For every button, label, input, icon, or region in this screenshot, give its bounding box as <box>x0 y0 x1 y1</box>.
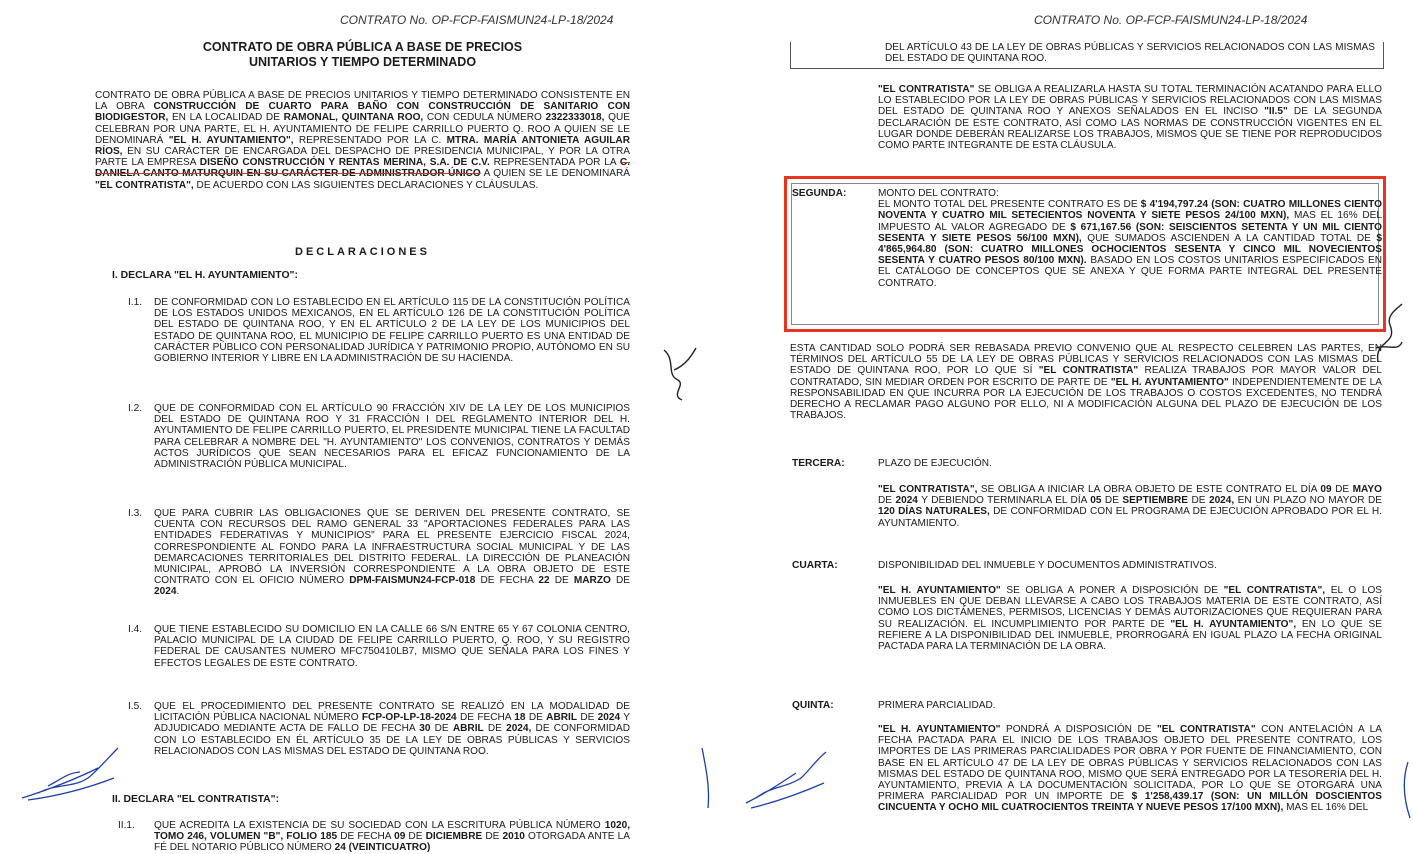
declaration-i1: I.1. DE CONFORMIDAD CON LO ESTABLECIDO EN EL ARTÍCULO 115 DE LA CONSTITUCIÓN POLÍTICA DE LOS ESTADOS UNIDOS MEXICANOS, EN EL ARTÍCULO 126 DE LA CONSTITUCIÓN POLÍTICA DEL ESTADO DE QUINTANA ROO, Y EN EL ARTÍCULO 2 DE LA LEY DE LOS MUNICIPIOS DEL ESTADO DE QUINTANA ROO, EL MUNICIPIO DE FELIPE CARRILLO PUERTO ES UNA ENTIDAD DE CARÁCTER PÚBLICO CON PERSONALIDAD JURÍDICA Y PATRIMONIO PROPIO, AUTÓNOMO EN SU GOBIERNO INTERIOR Y LIBRE EN LA ADMINISTRACIÓN DE SU HACIENDA. <box>128 297 630 365</box>
continued-clause-box: DEL ARTÍCULO 43 DE LA LEY DE OBRAS PÚBLICAS Y SERVICIOS RELACIONADOS CON LAS MISMAS DEL ESTADO DE QUINTANA ROO. <box>790 42 1384 69</box>
title-line-1: CONTRATO DE OBRA PÚBLICA A BASE DE PRECIOS <box>202 40 523 54</box>
cuarta-label: CUARTA: <box>792 560 838 571</box>
quinta-clause: "EL H. AYUNTAMIENTO" PONDRÁ A DISPOSICIÓN DE "EL CONTRATISTA" CON ANTELACIÓN A LA FECHA PACTADA PARA EL INICIO DE LOS TRABAJOS OBJETO DEL PRESENTE CONTRATO, LOS IMPORTES DE LAS PRIMERAS PARCIALIDADES POR OBRA Y POR FUENTE DE FINANCIAMIENTO, CON BASE EN EL ARTÍCULO 47 DE LA LEY DE OBRAS PÚBLICAS Y SERVICIOS RELACIONADOS CON LAS MISMAS DEL ESTADO DE QUINTANA ROO, MISMO QUE SERÁ ENTREGADO POR LA TESORERÍA DEL H. AYUNTAMIENTO, PREVIA A LA DOCUMENTACIÓN SOLICITADA, POR LO QUE SE OTORGARÁ UNA PRIMERA PARCIALIDAD POR UN IMPORTE DE $ 1'258,439.17 (SON: UN MILLÓN DOSCIENTOS CINCUENTA Y OCHO MIL CUATROCIENTOS TREINTA Y NUEVE PESOS 17/100 MXN), MAS EL 16% DEL <box>878 724 1383 814</box>
edge-signature-right <box>1400 760 1412 820</box>
blue-signature <box>18 738 128 808</box>
section-ii-heading: II. DECLARA "EL CONTRATISTA": <box>112 794 280 805</box>
declaration-i4: I.4. QUE TIENE ESTABLECIDO SU DOMICILIO EN LA CALLE 66 S/N ENTRE 65 Y 67 COLONIA CENTRO, PALACIO MUNICIPAL DE LA CIUDAD DE FELIPE CARRILLO PUERTO, Q. ROO, Y SU REGISTRO FEDERAL DE CAUSANTES NUMERO MFC750410LB7, MISMO QUE SEÑALA PARA LOS FINES Y EFECTOS LEGALES DE ESTE CONTRATO. <box>128 624 630 669</box>
contract-number-header: CONTRATO No. OP-FCP-FAISMUN24-LP-18/2024 <box>340 13 614 27</box>
declaration-i2: I.2. QUE DE CONFORMIDAD CON EL ARTÍCULO 90 FRACCIÓN XIV DE LA LEY DE LOS MUNICIPIOS DEL ESTADO DE QUINTANA ROO Y 31 FRACCIÓN I DEL REGLAMENTO INTERIOR DEL H. AYUNTAMIENTO DE FELIPE CARRILLO PUERTO, EL PRESIDENTE MUNICIPAL TIENE LA FACULTAD PARA CELEBRAR A NOMBRE DEL "H. AYUNTAMIENTO" LOS CONVENIOS, CONTRATOS Y DEMÁS ACTOS JURÍDICOS QUE SEAN NECESARIOS PARA EL EFICAZ FUNCIONAMIENTO DE LA ADMINISTRACIÓN PÚBLICA MUNICIPAL. <box>128 403 630 471</box>
declaration-i3: I.3. QUE PARA CUBRIR LAS OBLIGACIONES QUE SE DERIVEN DEL PRESENTE CONTRATO, SE CUENTA CON RECURSOS DEL RAMO GENERAL 33 "APORTACIONES FEDERALES PARA LAS ENTIDADES FEDERATIVAS Y MUNICIPIOS" PARA EL PRESENTE EJERCICIO FISCAL 2024, CORRESPONDIENTE AL FONDO PARA LA INFRAESTRUCTURA SOCIAL MUNICIPAL Y DE LAS DEMARCACIONES TERRITORIALES DEL DISTRITO FEDERAL. LA DIRECCIÓN DE PLANEACIÓN MUNICIPAL, APROBÓ LA INVERSIÓN CORRESPONDIENTE A LA OBRA OBJETO DE ESTE CONTRATO CON EL OFICIO NÚMERO DPM-FAISMUN24-FCP-018 DE FECHA 22 DE MARZO DE 2024. <box>128 508 630 598</box>
primera-continuation: "EL CONTRATISTA" SE OBLIGA A REALIZARLA HASTA SU TOTAL TERMINACIÓN ACATANDO PARA ELLO LO ESTABLECIDO POR LA LEY DE OBRAS PÚBLICAS Y SERVICIOS RELACIONADOS CON LAS MISMAS DEL ESTADO DE QUINTANA ROO Y ANEXOS SEÑALADOS EN EL INCISO "II.5" DE LA SEGUNDA DECLARACIÓN DE ESTE CONTRATO, ASÍ COMO LAS NORMAS DE CONSTRUCCIÓN VIGENTES EN EL LUGAR DONDE DEBERÁN REALIZARSE LOS TRABAJOS, MISMOS QUE SE TIENE POR REPRODUCIDOS COMO PARTE INTEGRANTE DE ESTA CLÁUSULA. <box>878 84 1382 152</box>
intro-paragraph: CONTRATO DE OBRA PÚBLICA A BASE DE PRECIOS UNITARIOS Y TIEMPO DETERMINADO CONSISTENTE EN LA OBRA CONSTRUCCIÓN DE CUARTO PARA BAÑO CON CONSTRUCCIÓN DE SANITARIO CON BIODIGESTOR, EN LA LOCALIDAD DE RAMONAL, QUINTANA ROO, CON CEDULA NÚMERO 2322333018, QUE CELEBRAN POR UNA PARTE, EL H. AYUNTAMIENTO DE FELIPE CARRILLO PUERTO Q. ROO A QUIEN SE LE DENOMINARÁ "EL H. AYUNTAMIENTO", REPRESENTADO POR LA C. MTRA. MARÍA ANTONIETA AGUILAR RÍOS, EN SU CARÁCTER DE ENCARGADA DEL DESPACHO DE PRESIDENCIA MUNICIPAL, Y POR LA OTRA PARTE LA EMPRESA DISEÑO CONSTRUCCIÓN Y RENTAS MERINA, S.A. DE C.V. REPRESENTADA POR LA C. DANIELA CANTO MATURQUIN EN SU CARÁCTER DE ADMINISTRADOR ÚNICO A QUIEN SE LE DENOMINARÁ "EL CONTRATISTA", DE ACUERDO CON LAS SIGUIENTES DECLARACIONES Y CLÁUSULAS. <box>95 90 630 191</box>
left-page <box>0 0 706 854</box>
declaraciones-heading: DECLARACIONES <box>295 246 430 258</box>
right-page <box>706 0 1413 847</box>
cuarta-clause: "EL H. AYUNTAMIENTO" SE OBLIGA A PONER A DISPOSICIÓN DE "EL CONTRATISTA", EL O LOS INMUEBLES EN QUE DEBAN LLEVARSE A CABO LOS TRABAJOS MATERIA DE ESTE CONTRATO, ASÍ COMO LOS DICTÁMENES, PERMISOS, LICENCIAS Y DEMÁS AUTORIZACIONES QUE REQUIERAN PARA SU REALIZACIÓN. EL INCUMPLIMIENTO POR PARTE DE "EL H. AYUNTAMIENTO", EN LO QUE SE REFIERE A LA DISPONIBILIDAD DEL INMUEBLE, PRORROGARÁ EN IGUAL PLAZO LA FECHA ORIGINAL PACTADA PARA LA TERMINACIÓN DE LA OBRA. <box>878 585 1383 653</box>
cuarta-title: DISPONIBILIDAD DEL INMUEBLE Y DOCUMENTOS ADMINISTRATIVOS. <box>878 560 1217 571</box>
blue-signatures-right <box>696 738 836 818</box>
contract-title <box>95 40 630 70</box>
quinta-label: QUINTA: <box>792 700 834 711</box>
tercera-clause: "EL CONTRATISTA", SE OBLIGA A INICIAR LA OBRA OBJETO DE ESTE CONTRATO EL DÍA 09 DE MAYO DE 2024 Y DEBIENDO TERMINARLA EL DÍA 05 DE SEPTIEMBRE DE 2024, EN UN PLAZO NO MAYOR DE 120 DÍAS NATURALES, DE CONFORMIDAD CON EL PROGRAMA DE EJECUCIÓN APROBADO POR EL H. AYUNTAMIENTO. <box>878 484 1383 529</box>
declaration-i5: I.5. QUE EL PROCEDIMIENTO DEL PRESENTE CONTRATO SE REALIZÓ EN LA MODALIDAD DE LICITACIÓN PÚBLICA NACIONAL NÚMERO FCP-OP-LP-18-2024 DE FECHA 18 DE ABRIL DE 2024 Y ADJUDICADO MEDIANTE ACTA DE FALLO DE FECHA 30 DE ABRIL DE 2024, DE CONFORMIDAD CON LO ESTABLECIDO EN ÉL ARTÍCULO 35 DE LA LEY DE OBRAS PÚBLICAS Y SERVICIOS RELACIONADOS CON LAS MISMAS DEL ESTADO DE QUINTANA ROO. <box>128 701 631 757</box>
tercera-title: PLAZO DE EJECUCIÓN. <box>878 458 992 469</box>
margin-signature-right <box>1368 300 1408 370</box>
contract-number-header-right: CONTRATO No. OP-FCP-FAISMUN24-LP-18/2024 <box>1034 13 1308 27</box>
margin-signature <box>656 340 702 408</box>
title-line-2: UNITARIOS Y TIEMPO DETERMINADO <box>248 55 477 69</box>
esta-cantidad-paragraph: ESTA CANTIDAD SOLO PODRÁ SER REBASADA PREVIO CONVENIO QUE AL RESPECTO CELEBREN LAS PARTES, EN TÉRMINOS DEL ARTÍCULO 55 DE LA LEY DE OBRAS PÚBLICAS Y SERVICIOS RELACIONADOS CON LAS MISMAS DEL ESTADO DE QUINTANA ROO, POR LO QUE SÍ "EL CONTRATISTA" REALIZA TRABAJOS POR MAYOR VALOR DEL CONTRATADO, SIN MEDIAR ORDEN POR ESCRITO DE PARTE DE "EL H. AYUNTAMIENTO" INDEPENDIENTEMENTE DE LA RESPONSABILIDAD EN QUE INCURRA POR LA EJECUCIÓN DE LOS TRABAJOS O COSTOS EXCEDENTES, NO TENDRÁ DERECHO A RECLAMAR PAGO ALGUNO POR ELLO, NI A MODIFICACIÓN ALGUNA DEL PLAZO DE EJECUCIÓN DE LOS TRABAJOS. <box>790 343 1383 422</box>
declaration-ii1: II.1. QUE ACREDITA LA EXISTENCIA DE SU SOCIEDAD CON LA ESCRITURA PÚBLICA NÚMERO 1020, TOMO 246, VOLUMEN "B", FOLIO 185 DE FECHA 09 DE DICIEMBRE DE 2010 OTORGADA ANTE LA FÉ DEL NOTARIO PÚBLICO NÚMERO 24 (VEINTICUATRO) <box>118 820 630 854</box>
segunda-clause: MONTO DEL CONTRATO: EL MONTO TOTAL DEL PRESENTE CONTRATO ES DE $ 4'194,797.24 (SON: CUATRO MILLONES CIENTO NOVENTA Y CUATRO MIL SETECIENTOS NOVENTA Y SIETE PESOS 24/100 MXN), MAS EL 16% DEL IMPUESTO AL VALOR AGREGADO DE $ 671,167.56 (SON: SEISCIENTOS SETENTA Y UN MIL CIENTO SESENTA Y SIETE PESOS 56/100 MXN), QUE SUMADOS ASCIENDEN A LA CANTIDAD TOTAL DE $ 4'865,964.80 (SON: CUATRO MILLONES OCHOCIENTOS SESENTA Y CINCO MIL NOVECIENTOS SESENTA Y CUATRO PESOS 80/100 MXN). BASADO EN LOS COSTOS UNITARIOS ESPECIFICADOS EN EL CATÁLOGO DE CONCEPTOS QUE SE ANEXA Y QUE FORMA PARTE INTEGRAL DEL PRESENTE CONTRATO. <box>878 188 1383 289</box>
quinta-title: PRIMERA PARCIALIDAD. <box>878 700 996 711</box>
tercera-label: TERCERA: <box>792 458 845 469</box>
section-i-heading: I. DECLARA "EL H. AYUNTAMIENTO": <box>112 270 298 281</box>
segunda-label: SEGUNDA: <box>792 188 847 199</box>
